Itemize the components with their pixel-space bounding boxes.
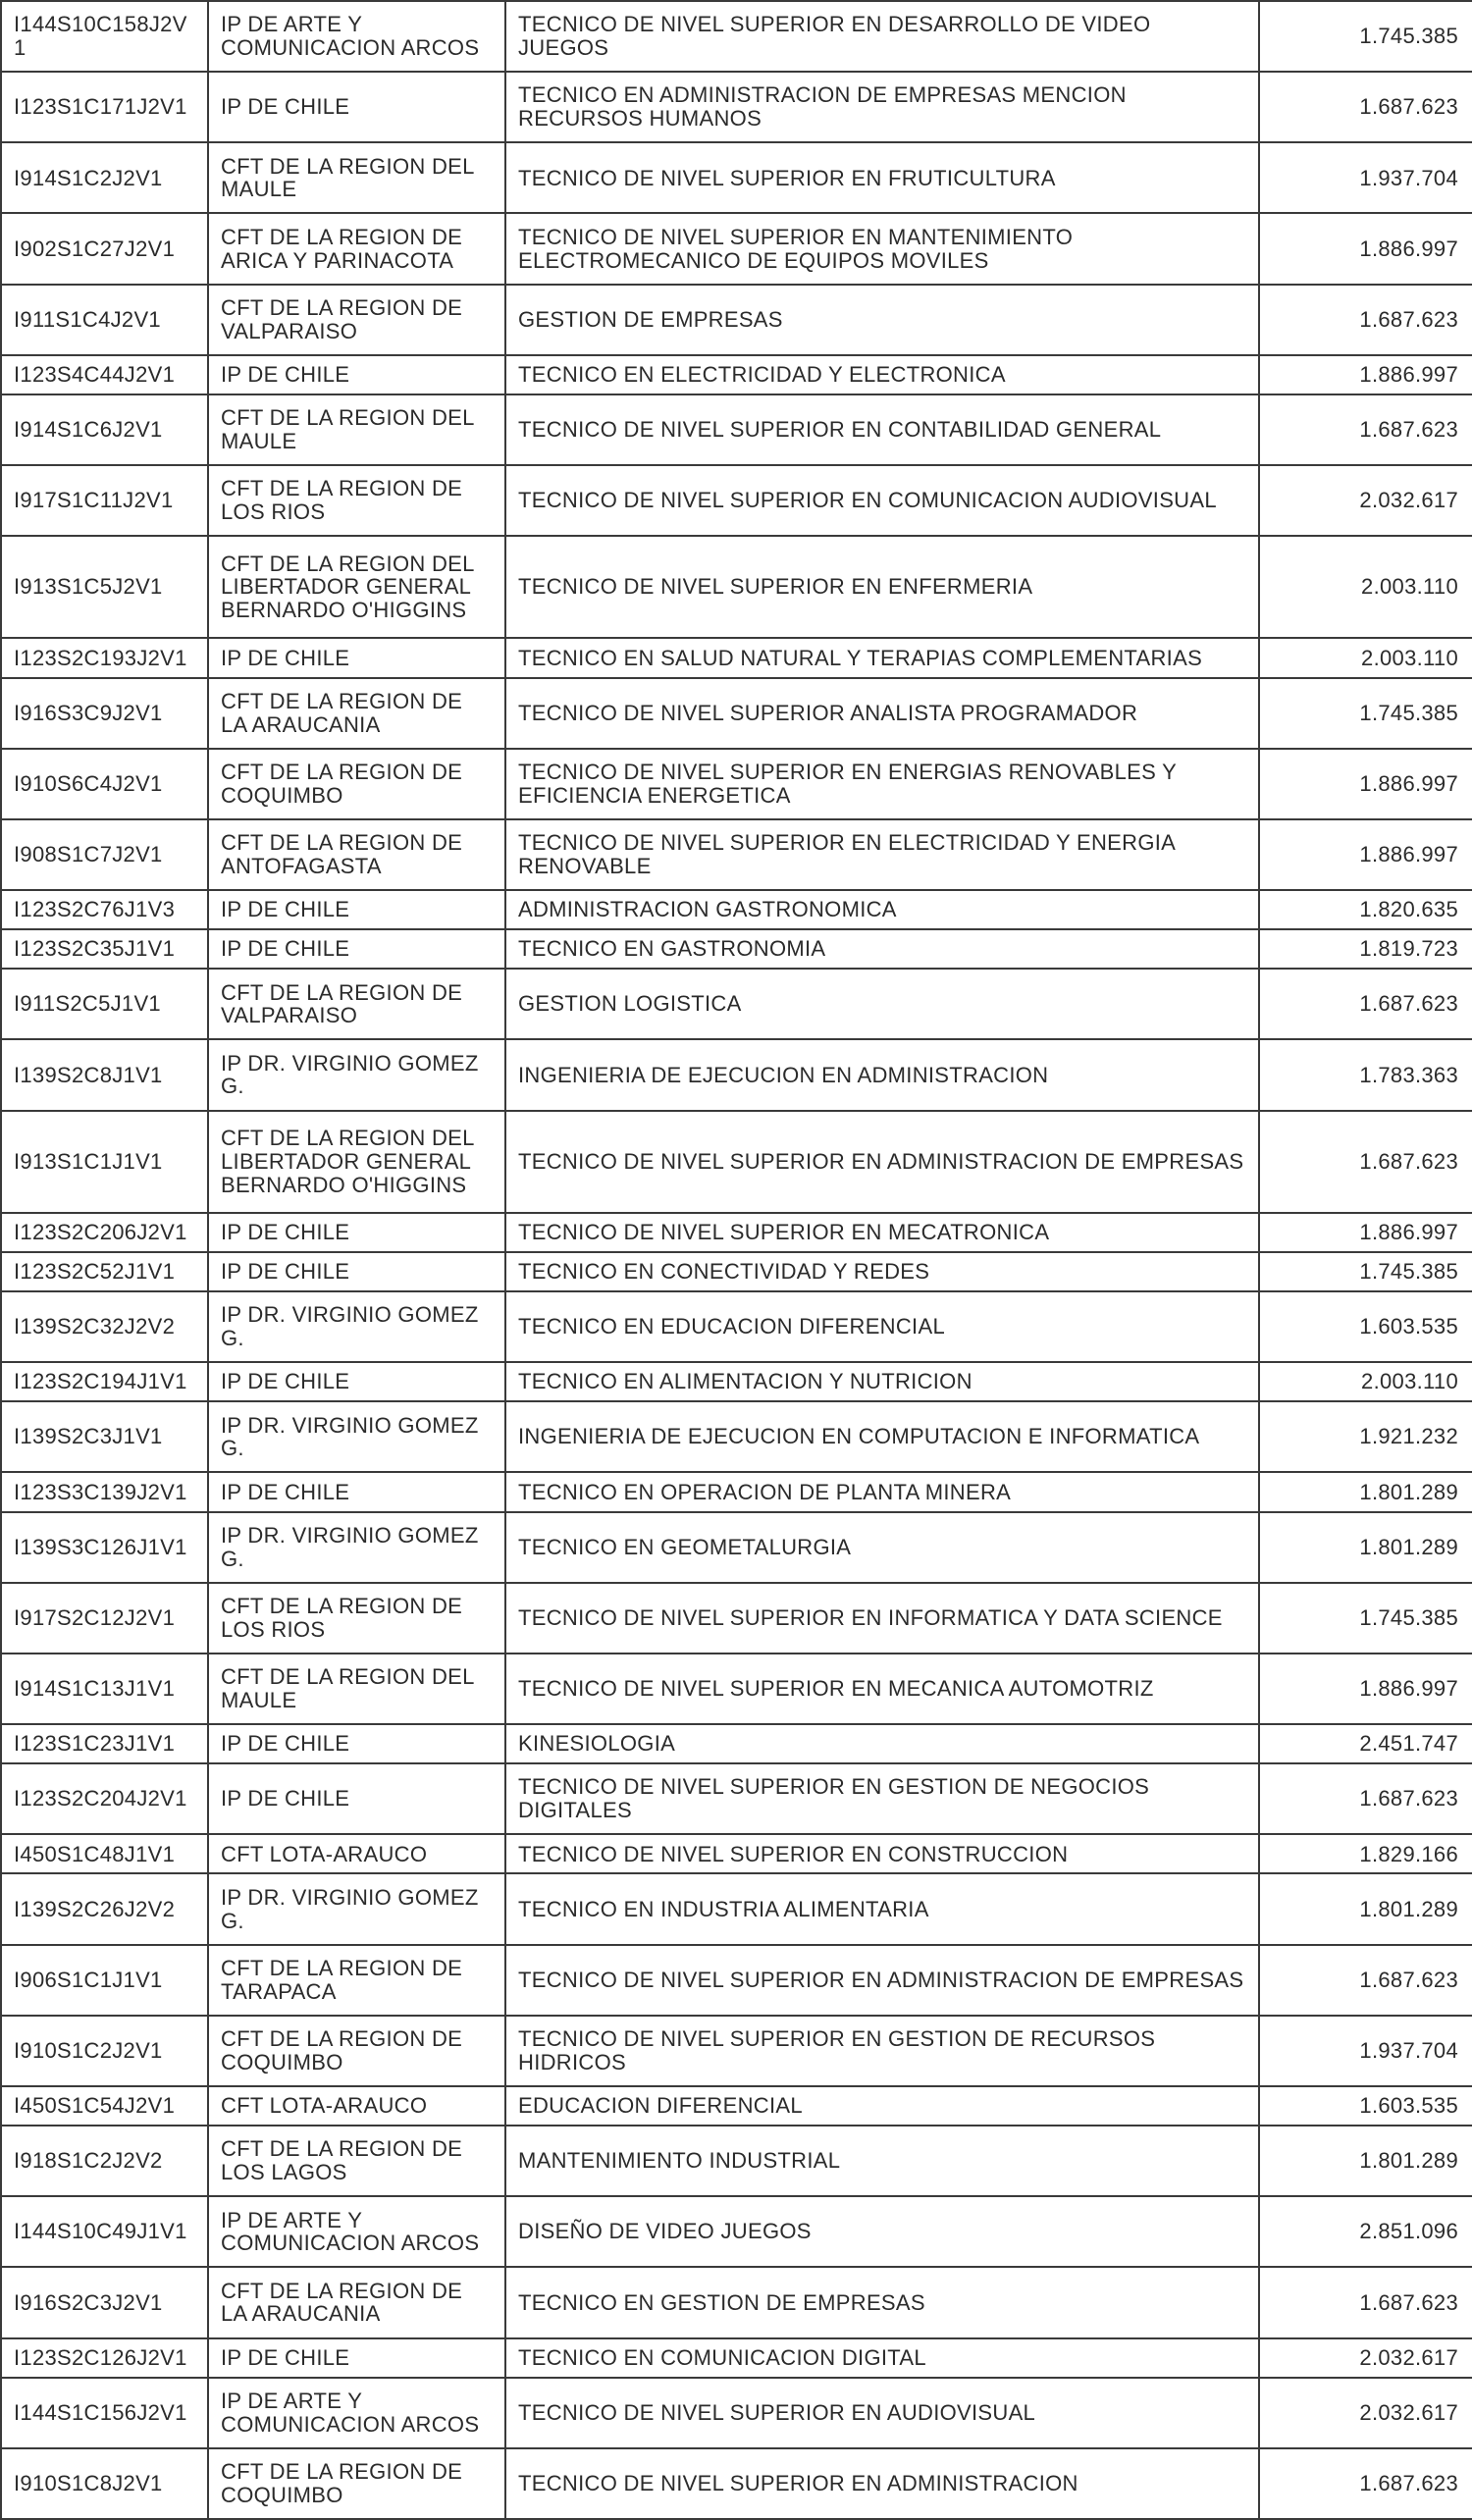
tuition-amount-cell: 1.801.289 <box>1259 1472 1472 1511</box>
tuition-amount-cell: 1.886.997 <box>1259 1654 1472 1724</box>
tuition-amount-cell: 1.801.289 <box>1259 1512 1472 1583</box>
table-row <box>1 142 1472 213</box>
career-code-cell: I123S2C52J1V1 <box>1 1252 208 1291</box>
career-code-cell: I144S10C158J2V1 <box>1 1 208 72</box>
career-name-cell: TECNICO EN INDUSTRIA ALIMENTARIA <box>505 1873 1259 1944</box>
tuition-amount-cell: 1.745.385 <box>1259 1583 1472 1654</box>
tuition-amount-cell: 1.921.232 <box>1259 1401 1472 1472</box>
table-row <box>1 2338 1472 2378</box>
career-name-cell: TECNICO DE NIVEL SUPERIOR EN CONSTRUCCION <box>505 1834 1259 1873</box>
career-code-cell: I908S1C7J2V1 <box>1 819 208 890</box>
institution-cell: CFT DE LA REGION DE COQUIMBO <box>208 2448 505 2519</box>
tuition-amount-cell: 1.745.385 <box>1259 678 1472 749</box>
table-row <box>1 819 1472 890</box>
tuition-amount-cell: 1.687.623 <box>1259 285 1472 355</box>
career-name-cell: TECNICO EN CONECTIVIDAD Y REDES <box>505 1252 1259 1291</box>
institution-cell: IP DE ARTE Y COMUNICACION ARCOS <box>208 2196 505 2267</box>
tuition-amount-cell: 2.032.617 <box>1259 465 1472 536</box>
table-row <box>1 1654 1472 1724</box>
tuition-amount-cell: 1.687.623 <box>1259 72 1472 142</box>
tuition-amount-cell: 1.687.623 <box>1259 1945 1472 2016</box>
institution-cell: CFT DE LA REGION DE LOS RIOS <box>208 1583 505 1654</box>
tuition-amount-cell: 1.801.289 <box>1259 2126 1472 2196</box>
career-code-cell: I144S10C49J1V1 <box>1 2196 208 2267</box>
tuition-amount-cell: 2.032.617 <box>1259 2378 1472 2448</box>
career-code-cell: I139S2C26J2V2 <box>1 1873 208 1944</box>
tuition-amount-cell: 1.820.635 <box>1259 890 1472 929</box>
table-row <box>1 2267 1472 2337</box>
institution-cell: CFT DE LA REGION DEL LIBERTADOR GENERAL BERNARDO O'HIGGINS <box>208 536 505 638</box>
career-name-cell: TECNICO DE NIVEL SUPERIOR EN ADMINISTRACION <box>505 2448 1259 2519</box>
institution-cell: CFT DE LA REGION DEL MAULE <box>208 394 505 465</box>
table-row <box>1 2196 1472 2267</box>
table-row <box>1 285 1472 355</box>
career-name-cell: TECNICO EN ELECTRICIDAD Y ELECTRONICA <box>505 355 1259 394</box>
table-row <box>1 1213 1472 1252</box>
career-name-cell: TECNICO DE NIVEL SUPERIOR EN AUDIOVISUAL <box>505 2378 1259 2448</box>
institution-cell: CFT LOTA-ARAUCO <box>208 1834 505 1873</box>
career-name-cell: TECNICO DE NIVEL SUPERIOR ANALISTA PROGRAMADOR <box>505 678 1259 749</box>
tuition-amount-cell: 2.003.110 <box>1259 638 1472 677</box>
institution-cell: CFT DE LA REGION DE VALPARAISO <box>208 969 505 1039</box>
career-name-cell: INGENIERIA DE EJECUCION EN COMPUTACION E INFORMATICA <box>505 1401 1259 1472</box>
institution-cell: CFT DE LA REGION DE LOS LAGOS <box>208 2126 505 2196</box>
tuition-amount-cell: 2.003.110 <box>1259 1362 1472 1401</box>
career-name-cell: TECNICO DE NIVEL SUPERIOR EN GESTION DE RECURSOS HIDRICOS <box>505 2016 1259 2086</box>
career-code-cell: I902S1C27J2V1 <box>1 213 208 284</box>
institution-cell: CFT DE LA REGION DE VALPARAISO <box>208 285 505 355</box>
table-row <box>1 1945 1472 2016</box>
institution-cell: IP DE CHILE <box>208 2338 505 2378</box>
career-code-cell: I914S1C6J2V1 <box>1 394 208 465</box>
career-name-cell: TECNICO EN ADMINISTRACION DE EMPRESAS MENCION RECURSOS HUMANOS <box>505 72 1259 142</box>
career-name-cell: TECNICO EN GEOMETALURGIA <box>505 1512 1259 1583</box>
table-row <box>1 1583 1472 1654</box>
table-row <box>1 2126 1472 2196</box>
career-name-cell: EDUCACION DIFERENCIAL <box>505 2086 1259 2126</box>
career-code-cell: I910S1C8J2V1 <box>1 2448 208 2519</box>
tuition-amount-cell: 1.937.704 <box>1259 2016 1472 2086</box>
tuition-amount-cell: 1.829.166 <box>1259 1834 1472 1873</box>
career-code-cell: I450S1C48J1V1 <box>1 1834 208 1873</box>
institution-cell: CFT DE LA REGION DE ANTOFAGASTA <box>208 819 505 890</box>
institution-cell: IP DE CHILE <box>208 638 505 677</box>
institution-cell: IP DR. VIRGINIO GOMEZ G. <box>208 1512 505 1583</box>
tuition-amount-cell: 1.603.535 <box>1259 1291 1472 1362</box>
institution-cell: IP DE CHILE <box>208 1472 505 1511</box>
career-code-cell: I123S2C193J2V1 <box>1 638 208 677</box>
career-name-cell: TECNICO DE NIVEL SUPERIOR EN ENERGIAS RENOVABLES Y EFICIENCIA ENERGETICA <box>505 749 1259 819</box>
career-name-cell: TECNICO EN GESTION DE EMPRESAS <box>505 2267 1259 2337</box>
career-code-cell: I123S1C23J1V1 <box>1 1724 208 1763</box>
career-code-cell: I911S2C5J1V1 <box>1 969 208 1039</box>
institution-cell: IP DE CHILE <box>208 1252 505 1291</box>
tuition-amount-cell: 1.937.704 <box>1259 142 1472 213</box>
institution-cell: IP DR. VIRGINIO GOMEZ G. <box>208 1873 505 1944</box>
career-code-cell: I123S2C76J1V3 <box>1 890 208 929</box>
tuition-amount-cell: 1.801.289 <box>1259 1873 1472 1944</box>
career-name-cell: INGENIERIA DE EJECUCION EN ADMINISTRACION <box>505 1039 1259 1110</box>
career-code-cell: I139S2C8J1V1 <box>1 1039 208 1110</box>
table-row <box>1 890 1472 929</box>
career-code-cell: I139S2C3J1V1 <box>1 1401 208 1472</box>
table-row <box>1 72 1472 142</box>
institution-cell: CFT DE LA REGION DE LA ARAUCANIA <box>208 2267 505 2337</box>
career-code-cell: I917S1C11J2V1 <box>1 465 208 536</box>
table-row <box>1 929 1472 969</box>
career-code-cell: I906S1C1J1V1 <box>1 1945 208 2016</box>
career-code-cell: I916S2C3J2V1 <box>1 2267 208 2337</box>
career-name-cell: TECNICO DE NIVEL SUPERIOR EN DESARROLLO DE VIDEO JUEGOS <box>505 1 1259 72</box>
career-name-cell: GESTION LOGISTICA <box>505 969 1259 1039</box>
career-code-cell: I123S2C206J2V1 <box>1 1213 208 1252</box>
tuition-amount-cell: 1.745.385 <box>1259 1252 1472 1291</box>
career-name-cell: TECNICO DE NIVEL SUPERIOR EN COMUNICACION AUDIOVISUAL <box>505 465 1259 536</box>
institution-cell: CFT LOTA-ARAUCO <box>208 2086 505 2126</box>
career-code-cell: I914S1C13J1V1 <box>1 1654 208 1724</box>
career-code-cell: I123S2C126J2V1 <box>1 2338 208 2378</box>
career-name-cell: TECNICO DE NIVEL SUPERIOR EN MANTENIMIENTO ELECTROMECANICO DE EQUIPOS MOVILES <box>505 213 1259 284</box>
tuition-amount-cell: 1.819.723 <box>1259 929 1472 969</box>
institution-cell: IP DE CHILE <box>208 72 505 142</box>
career-name-cell: TECNICO EN ALIMENTACION Y NUTRICION <box>505 1362 1259 1401</box>
table-row <box>1 1 1472 72</box>
tuition-amount-cell: 1.603.535 <box>1259 2086 1472 2126</box>
career-code-cell: I450S1C54J2V1 <box>1 2086 208 2126</box>
career-code-cell: I123S1C171J2V1 <box>1 72 208 142</box>
career-code-cell: I913S1C1J1V1 <box>1 1111 208 1213</box>
career-name-cell: TECNICO DE NIVEL SUPERIOR EN FRUTICULTURA <box>505 142 1259 213</box>
career-name-cell: TECNICO DE NIVEL SUPERIOR EN CONTABILIDAD GENERAL <box>505 394 1259 465</box>
career-name-cell: KINESIOLOGIA <box>505 1724 1259 1763</box>
career-code-cell: I123S2C204J2V1 <box>1 1763 208 1834</box>
table-row <box>1 1873 1472 1944</box>
table-row <box>1 1362 1472 1401</box>
table-row <box>1 1763 1472 1834</box>
institution-cell: IP DE CHILE <box>208 890 505 929</box>
institution-cell: IP DE CHILE <box>208 355 505 394</box>
career-name-cell: TECNICO DE NIVEL SUPERIOR EN MECATRONICA <box>505 1213 1259 1252</box>
tuition-amount-cell: 2.851.096 <box>1259 2196 1472 2267</box>
table-row <box>1 1512 1472 1583</box>
career-name-cell: TECNICO EN SALUD NATURAL Y TERAPIAS COMPLEMENTARIAS <box>505 638 1259 677</box>
table-row <box>1 213 1472 284</box>
career-name-cell: TECNICO DE NIVEL SUPERIOR EN ENFERMERIA <box>505 536 1259 638</box>
institution-cell: IP DR. VIRGINIO GOMEZ G. <box>208 1401 505 1472</box>
table-row <box>1 1472 1472 1511</box>
career-code-cell: I139S2C32J2V2 <box>1 1291 208 1362</box>
tuition-amount-cell: 1.687.623 <box>1259 1763 1472 1834</box>
table-row <box>1 969 1472 1039</box>
tuition-amount-cell: 1.687.623 <box>1259 2448 1472 2519</box>
table-row <box>1 1252 1472 1291</box>
tuition-amount-cell: 1.783.363 <box>1259 1039 1472 1110</box>
institution-cell: IP DE CHILE <box>208 1213 505 1252</box>
career-code-cell: I123S3C139J2V1 <box>1 1472 208 1511</box>
institution-cell: CFT DE LA REGION DEL MAULE <box>208 1654 505 1724</box>
career-code-cell: I123S4C44J2V1 <box>1 355 208 394</box>
career-code-cell: I910S6C4J2V1 <box>1 749 208 819</box>
tuition-amount-cell: 1.687.623 <box>1259 2267 1472 2337</box>
institution-cell: IP DE CHILE <box>208 1724 505 1763</box>
career-name-cell: TECNICO DE NIVEL SUPERIOR EN ADMINISTRACION DE EMPRESAS <box>505 1945 1259 2016</box>
institution-cell: CFT DE LA REGION DE LOS RIOS <box>208 465 505 536</box>
tuition-amount-cell: 1.687.623 <box>1259 1111 1472 1213</box>
career-name-cell: TECNICO DE NIVEL SUPERIOR EN GESTION DE NEGOCIOS DIGITALES <box>505 1763 1259 1834</box>
career-code-cell: I913S1C5J2V1 <box>1 536 208 638</box>
institution-cell: IP DE CHILE <box>208 929 505 969</box>
career-name-cell: TECNICO EN GASTRONOMIA <box>505 929 1259 969</box>
career-code-cell: I911S1C4J2V1 <box>1 285 208 355</box>
career-name-cell: TECNICO DE NIVEL SUPERIOR EN INFORMATICA Y DATA SCIENCE <box>505 1583 1259 1654</box>
institution-cell: CFT DE LA REGION DE COQUIMBO <box>208 749 505 819</box>
career-name-cell: TECNICO DE NIVEL SUPERIOR EN ELECTRICIDAD Y ENERGIA RENOVABLE <box>505 819 1259 890</box>
career-name-cell: ADMINISTRACION GASTRONOMICA <box>505 890 1259 929</box>
career-name-cell: GESTION DE EMPRESAS <box>505 285 1259 355</box>
table-row <box>1 1039 1472 1110</box>
tuition-amount-cell: 1.886.997 <box>1259 819 1472 890</box>
tuition-amount-cell: 2.451.747 <box>1259 1724 1472 1763</box>
table-row <box>1 1834 1472 1873</box>
institution-cell: CFT DE LA REGION DE COQUIMBO <box>208 2016 505 2086</box>
career-name-cell: TECNICO EN COMUNICACION DIGITAL <box>505 2338 1259 2378</box>
institution-cell: CFT DE LA REGION DEL LIBERTADOR GENERAL BERNARDO O'HIGGINS <box>208 1111 505 1213</box>
table-row <box>1 749 1472 819</box>
table-row <box>1 465 1472 536</box>
table-row <box>1 1291 1472 1362</box>
institution-cell: CFT DE LA REGION DE TARAPACA <box>208 1945 505 2016</box>
institution-cell: CFT DE LA REGION DE LA ARAUCANIA <box>208 678 505 749</box>
tuition-amount-cell: 1.886.997 <box>1259 749 1472 819</box>
career-code-cell: I139S3C126J1V1 <box>1 1512 208 1583</box>
table-row <box>1 2086 1472 2126</box>
career-name-cell: MANTENIMIENTO INDUSTRIAL <box>505 2126 1259 2196</box>
tuition-amount-cell: 1.886.997 <box>1259 213 1472 284</box>
career-code-cell: I123S2C194J1V1 <box>1 1362 208 1401</box>
career-code-cell: I910S1C2J2V1 <box>1 2016 208 2086</box>
table-row <box>1 1724 1472 1763</box>
table-row <box>1 638 1472 677</box>
career-name-cell: TECNICO DE NIVEL SUPERIOR EN ADMINISTRACION DE EMPRESAS <box>505 1111 1259 1213</box>
career-code-cell: I917S2C12J2V1 <box>1 1583 208 1654</box>
institution-cell: IP DE ARTE Y COMUNICACION ARCOS <box>208 2378 505 2448</box>
institution-cell: CFT DE LA REGION DE ARICA Y PARINACOTA <box>208 213 505 284</box>
tuition-amount-cell: 1.745.385 <box>1259 1 1472 72</box>
institution-cell: IP DR. VIRGINIO GOMEZ G. <box>208 1039 505 1110</box>
tuition-amount-cell: 1.687.623 <box>1259 969 1472 1039</box>
tuition-amount-cell: 1.687.623 <box>1259 394 1472 465</box>
tuition-amount-cell: 1.886.997 <box>1259 1213 1472 1252</box>
institution-cell: IP DE CHILE <box>208 1763 505 1834</box>
institution-cell: IP DR. VIRGINIO GOMEZ G. <box>208 1291 505 1362</box>
table-row <box>1 355 1472 394</box>
institution-cell: IP DE ARTE Y COMUNICACION ARCOS <box>208 1 505 72</box>
career-code-cell: I914S1C2J2V1 <box>1 142 208 213</box>
table-row <box>1 1401 1472 1472</box>
career-code-cell: I144S1C156J2V1 <box>1 2378 208 2448</box>
tuition-amount-cell: 1.886.997 <box>1259 355 1472 394</box>
table-row <box>1 2016 1472 2086</box>
table-row <box>1 536 1472 638</box>
table-row <box>1 678 1472 749</box>
career-name-cell: TECNICO EN EDUCACION DIFERENCIAL <box>505 1291 1259 1362</box>
tuition-amount-cell: 2.032.617 <box>1259 2338 1472 2378</box>
table-row <box>1 394 1472 465</box>
career-name-cell: TECNICO EN OPERACION DE PLANTA MINERA <box>505 1472 1259 1511</box>
table-row <box>1 2448 1472 2519</box>
institution-cell: CFT DE LA REGION DEL MAULE <box>208 142 505 213</box>
table-body <box>1 1 1472 2519</box>
career-name-cell: DISEÑO DE VIDEO JUEGOS <box>505 2196 1259 2267</box>
institution-cell: IP DE CHILE <box>208 1362 505 1401</box>
tuition-amount-cell: 2.003.110 <box>1259 536 1472 638</box>
table-row <box>1 1111 1472 1213</box>
career-code-cell: I918S1C2J2V2 <box>1 2126 208 2196</box>
career-code-cell: I123S2C35J1V1 <box>1 929 208 969</box>
career-name-cell: TECNICO DE NIVEL SUPERIOR EN MECANICA AUTOMOTRIZ <box>505 1654 1259 1724</box>
career-code-cell: I916S3C9J2V1 <box>1 678 208 749</box>
table-row <box>1 2378 1472 2448</box>
